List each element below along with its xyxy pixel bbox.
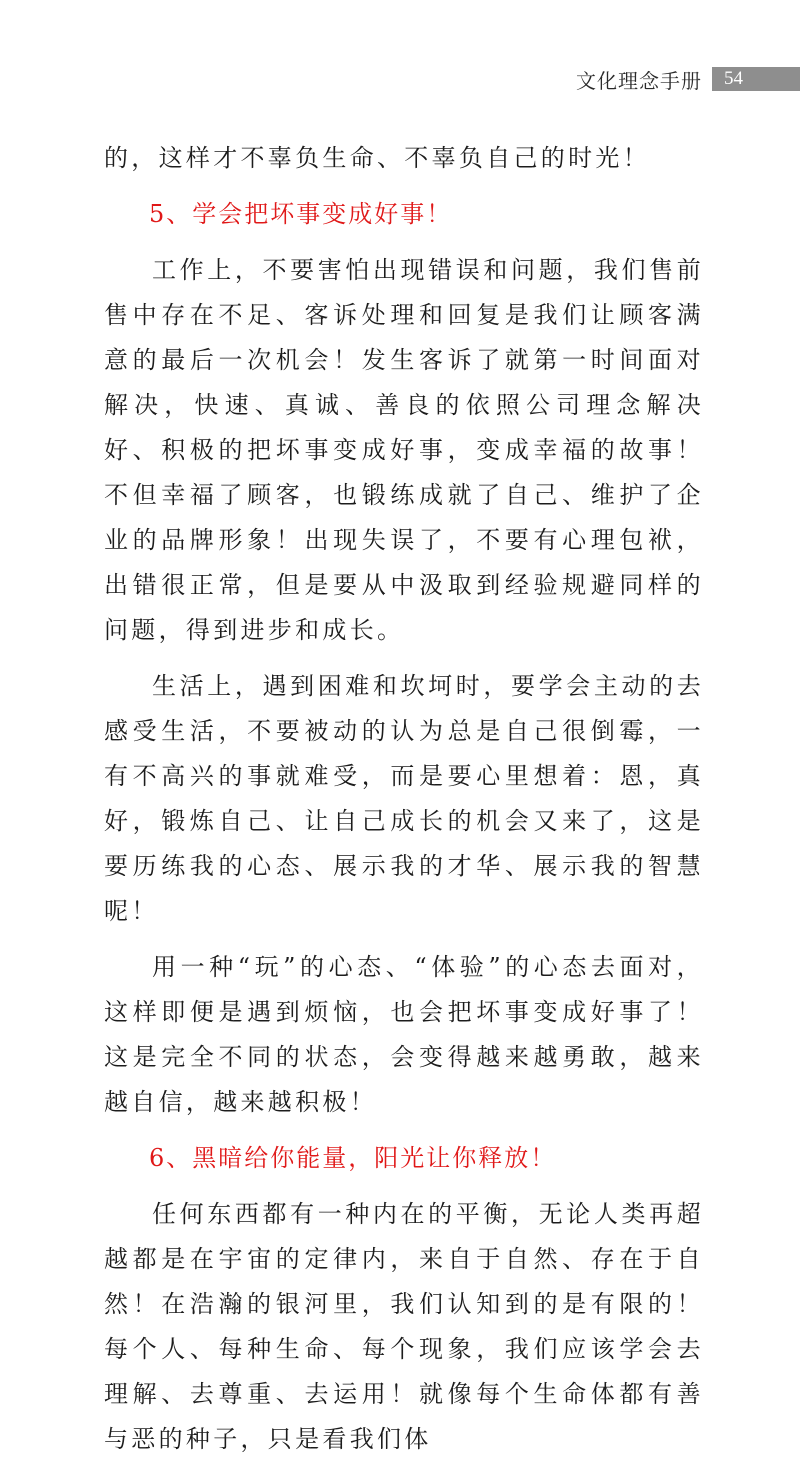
book-title: 文化理念手册 [576, 68, 702, 93]
running-header [576, 64, 800, 94]
paragraph-balance: 任何东西都有一种内在的平衡，无论人类再超越都是在宇宙的定律内，来自于自然、存在于自然！在浩瀚的银河里，我们认知到的是有限的！每个人、每种生命、每个现象，我们应该学会去理解、去尊重、去运用！就像每个生命体都有善与恶的种子，只是看我们体 [104, 1200, 704, 1453]
paragraph-work: 工作上，不要害怕出现错误和问题，我们售前售中存在不足、客诉处理和回复是我们让顾客满意的最后一次机会！发生客诉了就第一时间面对解决，快速、真诚、善良的依照公司理念解决好、积极的把坏事变成好事，变成幸福的故事！不但幸福了顾客，也锻练成就了自己、维护了企业的品牌形象！出现失误了，不要有心理包袱，出错很正常，但是要从中汲取到经验规避同样的问题，得到进步和成长。 [104, 256, 704, 644]
page-body [104, 136, 704, 1473]
continued-line: 的，这样才不辜负生命、不辜负自己的时光！ [104, 144, 650, 172]
page-number: 54 [712, 67, 800, 91]
paragraph-life: 生活上，遇到困难和坎坷时，要学会主动的去感受生活，不要被动的认为总是自己很倒霉，一有不高兴的事就难受，而是要心里想着：恩，真好，锻炼自己、让自己成长的机会又来了，这是要历练我的心态、展示我的才华、展示我的智慧呢！ [104, 672, 704, 925]
section-heading-5: 5、学会把坏事变成好事！ [149, 200, 453, 228]
paragraph-play: 用一种“玩”的心态、“体验”的心态去面对，这样即便是遇到烦恼，也会把坏事变成好事了！这是完全不同的状态，会变得越来越勇敢，越来越自信，越来越积极！ [104, 953, 704, 1116]
section-heading-6: 6、黑暗给你能量，阳光让你释放！ [149, 1144, 557, 1172]
